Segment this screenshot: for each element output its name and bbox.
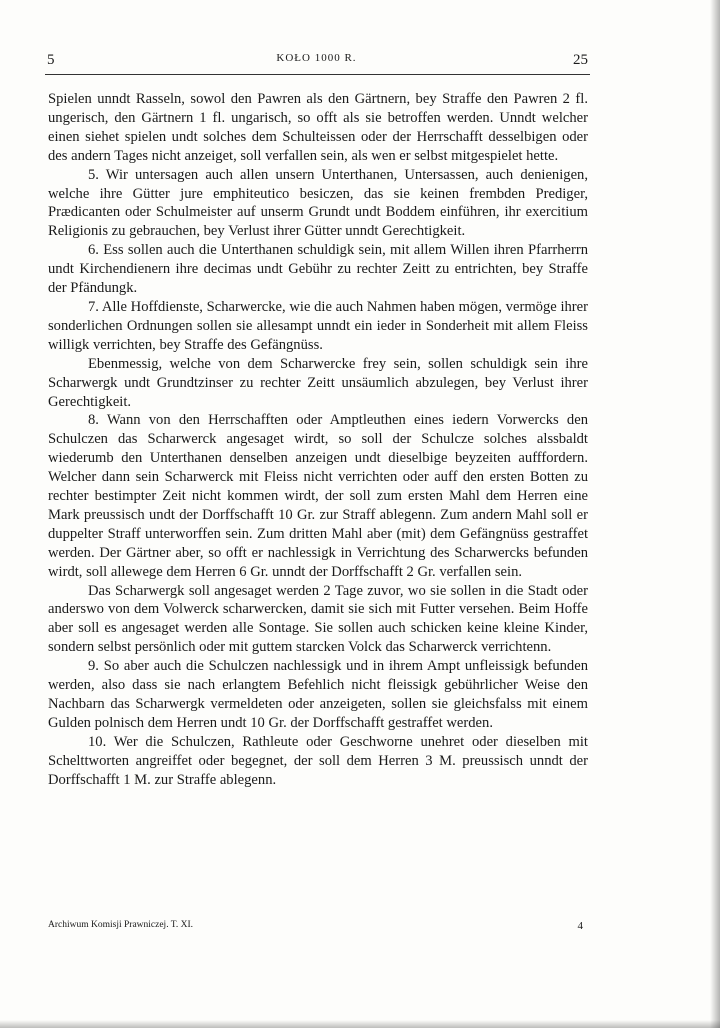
header-title: KOŁO 1000 R. bbox=[276, 52, 357, 64]
scan-edge-shadow bbox=[710, 0, 720, 1028]
paragraph-article-9: 9. So aber auch die Schulczen nachlessigk und in ihrem Ampt unfleissigk befunden werden, also dass sie nach erlangtem Befehlich nicht fleissigk gebührlicher Weise den Nachbarn das Scharwergk vermeldeten oder anzeigeten, sollen sie gleichsfalss mit einem Gulden polnisch dem Herren undt 10 Gr. der Dorffschafft gestraffet werden. bbox=[48, 658, 588, 731]
paragraph-article-5: 5. Wir untersagen auch allen unsern Unterthanen, Untersassen, auch denienigen, welche ihre Gütter jure emphiteutico besiczen, das sie keinen frembden Prediger, Prædicanten oder Schulmeister auf unserm Grundt undt Boddem einführen, ihr exercitium Religionis zu gebrauchen, bey Verlust ihrer Gütter unndt Gerechtigkeit. bbox=[48, 166, 588, 240]
signature-mark: 4 bbox=[577, 920, 583, 932]
page-footer bbox=[48, 920, 583, 936]
header-left-number: 5 bbox=[47, 52, 55, 68]
footer-source: Archiwum Komisji Prawniczej. T. XI. bbox=[48, 920, 194, 930]
paragraph-article-7-continued: Ebenmessig, welche von dem Scharwercke frey sein, sollen schuldigk sein ihre Scharwergk undt Grundtzinser zu rechter Zeitt unsäumlich abzulegen, bey Verlust ihrer Gerechtigkeit. bbox=[48, 355, 588, 410]
page-number: 25 bbox=[573, 52, 588, 68]
scan-edge-bottom-shadow bbox=[0, 1020, 720, 1028]
main-text bbox=[48, 90, 588, 790]
paragraph-article-10: 10. Wer die Schulczen, Rathleute oder Geschworne unehret oder dieselben mit Schelttworten angreiffet oder begegnet, der soll dem Herren 3 M. preussisch unndt der Dorffschafft 1 M. zur Straffe ablegenn. bbox=[48, 733, 588, 788]
paragraph-article-8: 8. Wann von den Herrschafften oder Amptleuthen eines iedern Vorwercks den Schulczen das Scharwerck angesaget wirdt, so soll der Schulcze solches alssbaldt wiederumb den Unterthanen denselben anzeigen undt dieselbige beyzeiten aufffordern. Welcher dann sein Scharwerck mit Fleiss nicht verrichten oder auff den ersten Botten zu rechter bestimpter Zeit nicht kommen wirdt, der soll zum ersten Mahl dem Herren eine Mark preussisch undt der Dorffschafft 10 Gr. zur Straff ablegenn. Zum andern Mahl soll er duppelter Straff unterworffen sein. Zum dritten Mahl aber (mit) dem Gefängnüss gestraffet werden. Der Gärtner aber, so offt er nachlessigk in Verrichtung des Scharwercks befunden wirdt, soll allewege dem Herren 6 Gr. unndt der Dorffschafft 2 Gr. verfallen sein. bbox=[48, 412, 588, 580]
paragraph-continuation: Spielen unndt Rasseln, sowol den Pawren als den Gärtnern, bey Straffe den Pawren 2 fl. ungerisch, den Gärtnern 1 fl. ungarisch, so offt als sie betroffen werden. Unndt welcher einen siehet spielen undt solches dem Schulteissen oder der Herrschafft desselbigen oder des andern Tages nicht anzeiget, soll verfallen sein, als wen er selbst mitgespielet hette. bbox=[48, 91, 588, 164]
paragraph-article-6: 6. Ess sollen auch die Unterthanen schuldigk sein, mit allem Willen ihren Pfarrherrn undt Kirchendienern ihre decimas undt Gebühr zu rechter Zeitt zu entrichten, bey Straffe der Pfändungk. bbox=[48, 242, 588, 297]
header-rule bbox=[45, 74, 590, 75]
paragraph-article-7: 7. Alle Hoffdienste, Scharwercke, wie die auch Nahmen haben mögen, vermöge ihrer sonderlichen Ordnungen sollen sie allesampt unndt ein ieder in Sonderheit mit allem Fleiss willigk verrichten, bey Straffe des Gefängnüss. bbox=[48, 298, 588, 353]
running-header bbox=[45, 50, 588, 70]
paragraph-article-8-continued: Das Scharwergk soll angesaget werden 2 Tage zuvor, wo sie sollen in die Stadt oder anderswo von dem Volwerck scharwercken, damit sie sich mit Futter versehen. Beim Hoffe aber soll es angesaget werden alle Sontage. Sie sollen auch schicken keine kleine Kinder, sondern selbst persönlich oder mit guttem starcken Volck das Scharwerck verrichtenn. bbox=[48, 582, 588, 656]
